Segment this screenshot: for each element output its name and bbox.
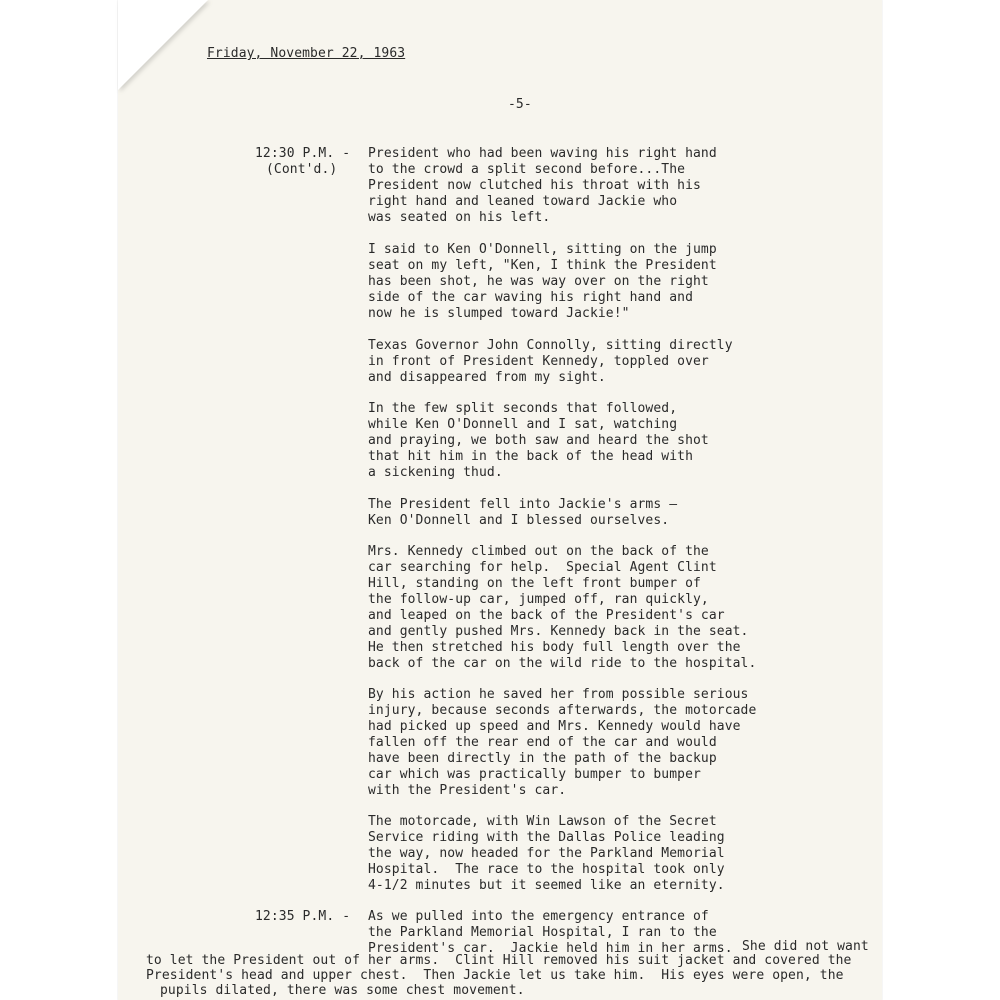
entry-time: 12:30 P.M. -	[255, 146, 351, 161]
text-line: The President fell into Jackie's arms —	[368, 497, 678, 512]
text-line: Hospital. The race to the hospital took only	[368, 862, 725, 877]
text-line: and praying, we both saw and heard the shot	[368, 433, 709, 448]
text-line: that hit him in the back of the head with	[368, 449, 693, 464]
text-line: He then stretched his body full length over the	[368, 640, 741, 655]
text-line: Service riding with the Dallas Police leading	[368, 830, 725, 845]
text-line: Mrs. Kennedy climbed out on the back of the	[368, 544, 709, 559]
text-line: President who had been waving his right hand	[368, 146, 717, 161]
text-line: I said to Ken O'Donnell, sitting on the jump	[368, 242, 717, 257]
text-line: have been directly in the path of the backup	[368, 751, 717, 766]
text-line: side of the car waving his right hand and	[368, 290, 693, 305]
text-line: President's car. Jackie held him in her arms.	[368, 941, 733, 956]
text-line: a sickening thud.	[368, 465, 503, 480]
text-line: back of the car on the wild ride to the hospital.	[368, 656, 757, 671]
text-line: injury, because seconds afterwards, the motorcade	[368, 703, 757, 718]
text-line: and gently pushed Mrs. Kennedy back in the seat.	[368, 624, 749, 639]
text-line: the Parkland Memorial Hospital, I ran to the	[368, 925, 717, 940]
text-line: now he is slumped toward Jackie!"	[368, 306, 630, 321]
text-line: seat on my left, "Ken, I think the President	[368, 258, 717, 273]
overflow-line: to let the President out of her arms. Clint Hill removed his suit jacket and covered the	[146, 953, 852, 968]
text-line: fallen off the rear end of the car and would	[368, 735, 717, 750]
text-line: and disappeared from my sight.	[368, 370, 606, 385]
text-line: The motorcade, with Win Lawson of the Secret	[368, 814, 717, 829]
text-line: the follow-up car, jumped off, ran quickly,	[368, 592, 709, 607]
entry-time: 12:35 P.M. -	[255, 909, 351, 924]
text-line: car which was practically bumper to bumper	[368, 767, 701, 782]
text-line: car searching for help. Special Agent Clint	[368, 560, 717, 575]
entry-time-continued: (Cont'd.)	[266, 162, 338, 177]
text-line: the way, now headed for the Parkland Memorial	[368, 846, 725, 861]
text-line: to the crowd a split second before...The	[368, 162, 686, 177]
text-line: while Ken O'Donnell and I sat, watching	[368, 417, 678, 432]
overflow-line: President's head and upper chest. Then Jackie let us take him. His eyes were open, the	[146, 968, 844, 983]
text-line: President now clutched his throat with his	[368, 178, 701, 193]
document-date: Friday, November 22, 1963	[207, 46, 406, 61]
text-line: Ken O'Donnell and I blessed ourselves.	[368, 513, 670, 528]
text-line: Texas Governor John Connolly, sitting directly	[368, 338, 733, 353]
text-line: 4-1/2 minutes but it seemed like an eternity.	[368, 878, 725, 893]
text-line: in front of President Kennedy, toppled over	[368, 354, 709, 369]
text-line: has been shot, he was way over on the right	[368, 274, 709, 289]
text-line: and leaped on the back of the President's car	[368, 608, 725, 623]
text-line: right hand and leaned toward Jackie who	[368, 194, 678, 209]
text-line: was seated on his left.	[368, 210, 551, 225]
text-line: had picked up speed and Mrs. Kennedy would have	[368, 719, 741, 734]
overflow-line: pupils dilated, there was some chest movement.	[160, 983, 525, 998]
text-line: with the President's car.	[368, 783, 567, 798]
text-line: By his action he saved her from possible serious	[368, 687, 749, 702]
text-line-addition: She did not want	[742, 939, 869, 954]
text-line: As we pulled into the emergency entrance of	[368, 909, 709, 924]
text-line: In the few split seconds that followed,	[368, 401, 678, 416]
page-number: -5-	[508, 97, 532, 112]
folded-corner	[118, 0, 208, 90]
text-line: Hill, standing on the left front bumper of	[368, 576, 701, 591]
